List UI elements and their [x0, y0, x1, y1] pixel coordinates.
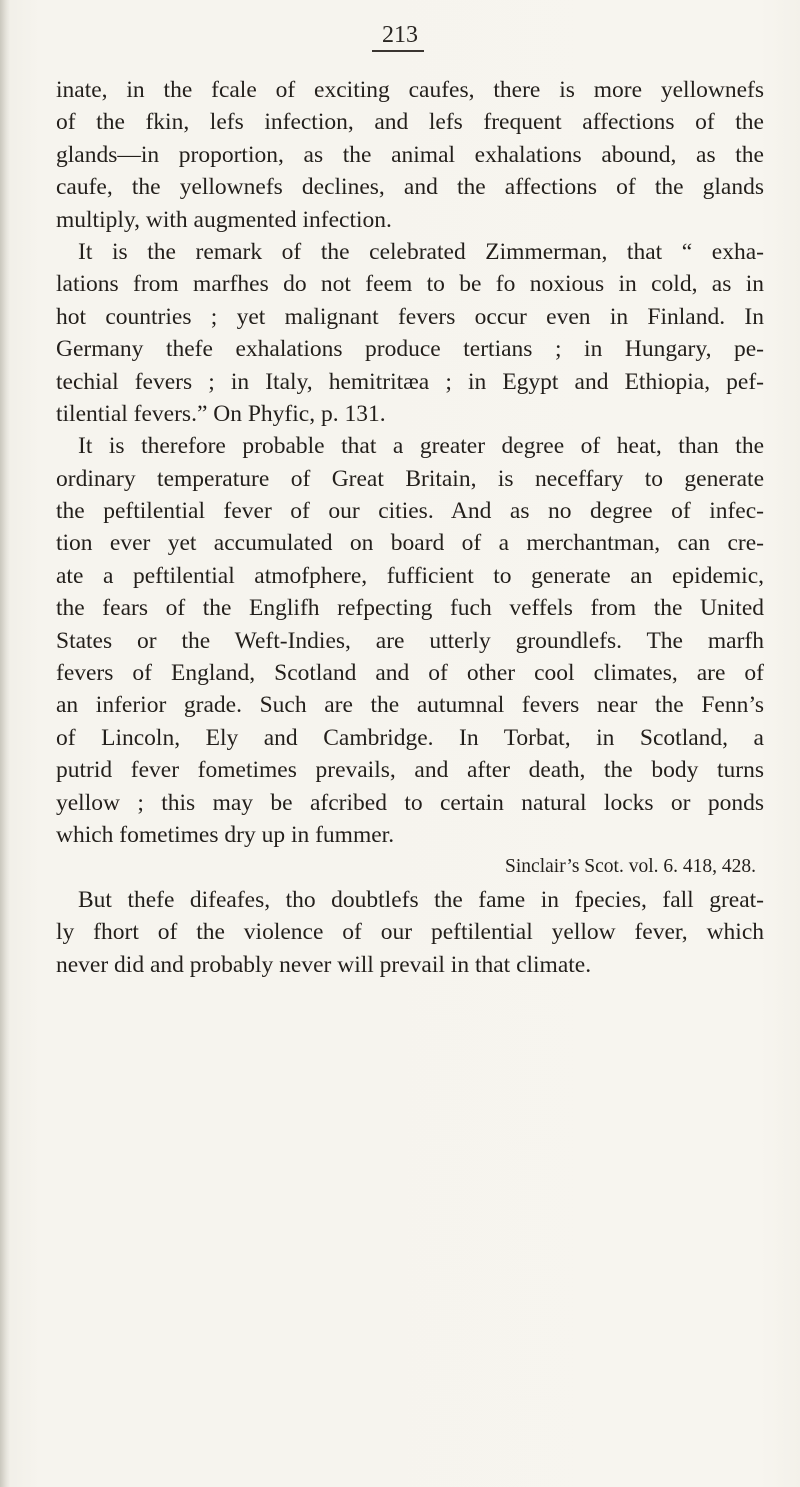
text-line: glands—in proportion, as the animal exhalations abound, as the: [56, 141, 764, 168]
text-line: of Lincoln, Ely and Cambridge. In Torbat, in Scotland, a: [56, 724, 764, 751]
text-line: inate, in the fcale of exciting caufes, there is more yellownefs: [56, 77, 764, 103]
body-text: [56, 74, 764, 981]
gutter-shadow: [0, 0, 10, 1487]
page-number-rule: [372, 50, 424, 52]
text-line: ly fhort of the violence of our peftilential yellow fever, which: [56, 919, 764, 946]
page-number: 213: [382, 22, 418, 48]
text-line: multiply, with augmented infection.: [56, 206, 392, 233]
text-line: the peftilential fever of our cities. And as no degree of infec-: [56, 498, 764, 525]
text-line: lations from marfhes do not feem to be fo noxious in cold, as in: [56, 271, 764, 298]
text-line: yellow ; this may be afcribed to certain natural locks or ponds: [56, 789, 764, 816]
text-line: ate a peftilential atmofphere, fufficient to generate an epidemic,: [56, 562, 764, 589]
citation: Sinclair’s Scot. vol. 6. 418, 428.: [505, 856, 756, 878]
text-line: tilential fevers.” On Phyfic, p. 131.: [56, 400, 386, 427]
text-line: hot countries ; yet malignant fevers occur even in Finland. In: [56, 303, 764, 330]
text-line: Germany thefe exhalations produce tertians ; in Hungary, pe-: [56, 336, 764, 363]
text-line: ordinary temperature of Great Britain, is neceffary to generate: [56, 465, 764, 492]
text-line: States or the Weft-Indies, are utterly groundlefs. The marfh: [56, 627, 764, 654]
text-line: an inferior grade. Such are the autumnal fevers near the Fenn’s: [56, 692, 764, 719]
text-line: techial fevers ; in Italy, hemitritæa ; in Egypt and Ethiopia, pef-: [56, 368, 764, 395]
text-line: tion ever yet accumulated on board of a merchantman, can cre-: [56, 530, 764, 557]
text-line: which fometimes dry up in fummer.: [56, 821, 395, 848]
text-line: But thefe difeafes, tho doubtlefs the fame in fpecies, fall great-: [78, 886, 764, 913]
text-line: fevers of England, Scotland and of other cool climates, are of: [56, 660, 764, 687]
text-line: It is therefore probable that a greater degree of heat, than the: [78, 433, 764, 460]
text-line: never did and probably never will prevail in that climate.: [56, 951, 592, 978]
text-line: of the fkin, lefs infection, and lefs frequent affections of the: [56, 109, 764, 136]
text-line: caufe, the yellownefs declines, and the affections of the glands: [56, 174, 764, 201]
text-line: putrid fever fometimes prevails, and after death, the body turns: [56, 757, 764, 784]
text-line: It is the remark of the celebrated Zimmerman, that “ exha-: [78, 238, 764, 265]
text-line: the fears of the Englifh refpecting fuch veffels from the United: [56, 595, 764, 622]
